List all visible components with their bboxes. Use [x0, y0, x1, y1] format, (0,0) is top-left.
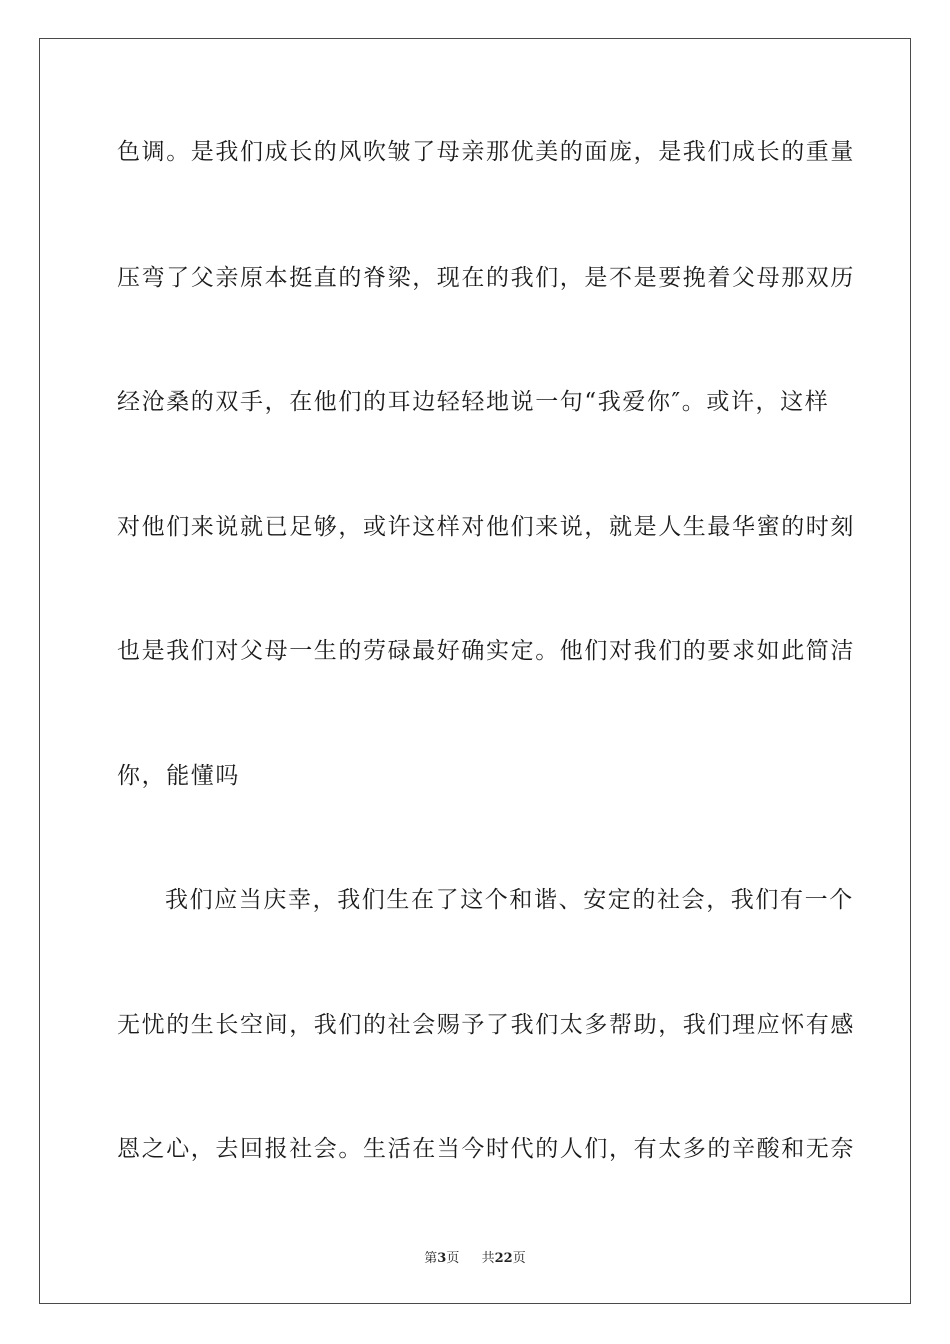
text-line-6: 你，能懂吗: [117, 763, 240, 789]
text-line-1: 色调。是我们成长的风吹皱了母亲那优美的面庞，是我们成长的重量: [117, 139, 855, 165]
page-border: [39, 38, 911, 1304]
text-line-2: 压弯了父亲原本挺直的脊梁，现在的我们，是不是要挽着父母那双历: [117, 265, 855, 291]
text-line-9: 恩之心，去回报社会。生活在当今时代的人们，有太多的辛酸和无奈: [117, 1136, 855, 1162]
page-prefix: 第: [424, 1251, 438, 1266]
page-suffix: 页: [446, 1251, 460, 1266]
text-line-8: 无忧的生长空间，我们的社会赐予了我们太多帮助，我们理应怀有感: [117, 1012, 855, 1038]
text-line-4: 对他们来说就已足够，或许这样对他们来说，就是人生最华蜜的时刻: [117, 514, 855, 540]
text-line-5: 也是我们对父母一生的劳碌最好确实定。他们对我们的要求如此简洁: [117, 638, 855, 664]
page-footer: [0, 1247, 950, 1266]
text-line-3: 经沧桑的双手，在他们的耳边轻轻地说一句“我爱你″。或许，这样: [117, 389, 830, 415]
page-number: 3: [437, 1251, 447, 1266]
total-prefix: 共: [481, 1251, 495, 1266]
text-line-7: 我们应当庆幸，我们生在了这个和谐、安定的社会，我们有一个: [165, 887, 854, 913]
total-pages: 22: [494, 1251, 513, 1266]
total-suffix: 页: [512, 1251, 526, 1266]
